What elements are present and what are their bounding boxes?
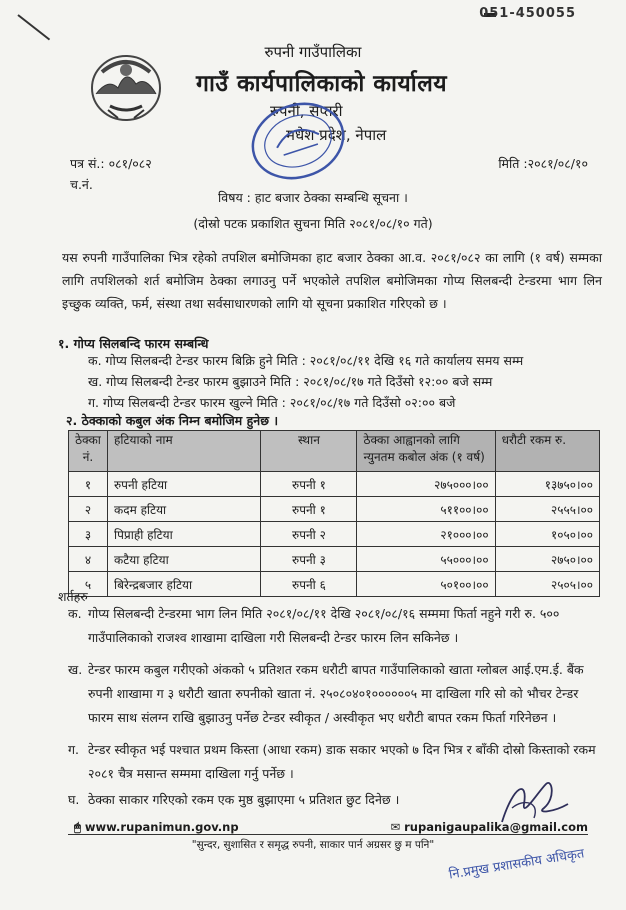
- conditions-title: शर्तहरु: [58, 589, 88, 604]
- website-text: www.rupanimun.gov.np: [84, 820, 239, 834]
- cell-name: पिप्राही हटिया: [107, 522, 260, 547]
- condition-text: टेन्डर फारम कबुल गरीएको अंकको ५ प्रतिशत रकम धरौटी बापत गाउँपालिकाको खाता ग्लोबल आई.एम.ई. बैंक रुपनी शाखामा ग ३ धरौटी खाता रुपनीको खाता नं. २५०८०४०१००००००५ मा दाखिला गरि सो को भौचर टेन्डर फारम साथ संलग्न राखि बुझाउनु पर्नेछ टेन्डर स्वीकृत / अस्वीकृत भए धरौटी बापत रकम फिर्ता गरिनेछन ।: [88, 662, 584, 725]
- condition-text: ठेक्का साकार गरिएको रकम एक मुष्ठ बुझाएमा ५ प्रतिशत छुट दिनेछ ।: [88, 792, 400, 807]
- cell-location: रुपनी ६: [261, 572, 357, 597]
- cell-deposit: २५५५।००: [495, 497, 599, 522]
- table-row: [69, 572, 600, 597]
- table-row: [69, 472, 600, 497]
- table-row: [69, 547, 600, 572]
- reference-number: पत्र सं.: ०८१/०८२: [70, 156, 152, 171]
- section1-item: क. गोप्य सिलबन्दी टेन्डर फारम बिक्रि हुने मिति : २०८१/०८/११ देखि १६ गते कार्यालय समय सम्म: [88, 353, 524, 368]
- section1-title: १. गोप्य सिलबन्दि फारम सम्बन्धि: [58, 336, 209, 351]
- cell-location: रुपनी २: [261, 522, 357, 547]
- cell-name: बिरेन्द्रबजार हटिया: [107, 572, 260, 597]
- letter-date: मिति :२०८१/०८/१०: [498, 156, 588, 171]
- cell-no: २: [69, 497, 108, 522]
- envelope-icon: ✉: [390, 820, 401, 834]
- office-address: मधेश प्रदेश, नेपाल: [286, 126, 387, 144]
- condition-text: टेन्डर स्वीकृत भई पश्चात प्रथम किस्ता (आधा रकम) डाक सकार भएको ७ दिन भित्र र बाँकी दोस्रो किस्ताको रकम २०८१ चैत्र मसान्त सम्ममा दाखिला गर्नु पर्नेछ ।: [88, 742, 596, 781]
- cell-deposit: २५०५।००: [495, 572, 599, 597]
- section2-title: २. ठेक्काको कबुल अंक निम्न बमोजिम हुनेछ ।: [66, 413, 279, 428]
- condition-letter: क.: [68, 606, 82, 621]
- cell-no: १: [69, 472, 108, 497]
- municipality-name: रुपनी गाउँपालिका: [264, 43, 362, 61]
- cell-name: कटैया हटिया: [107, 547, 260, 572]
- cell-amount: ५०१००।००: [357, 572, 495, 597]
- corner-pen-mark: [17, 14, 50, 40]
- cell-deposit: २७५०।००: [495, 547, 599, 572]
- cell-name: रुपनी हटिया: [107, 472, 260, 497]
- col-header-no: ठेक्का नं.: [69, 431, 108, 472]
- col-header-deposit: धरौटी रकम रु.: [495, 431, 599, 472]
- col-header-location: स्थान: [261, 431, 357, 472]
- section1-item: ख. गोप्य सिलबन्दी टेन्डर फारम बुझाउने मिति : २०८१/०८/१७ गते दिउँसो १२:०० बजे सम्म: [88, 374, 493, 389]
- cell-no: ३: [69, 522, 108, 547]
- officer-stamp: नि.प्रमुख प्रशासकीय अधिकृत: [447, 846, 586, 883]
- condition-letter: ख.: [68, 662, 83, 677]
- cell-no: ५: [69, 572, 108, 597]
- office-place: रुपनी, सप्तरी: [270, 102, 343, 120]
- condition-letter: ग.: [68, 742, 80, 757]
- computer-icon: 🖱: [74, 820, 81, 834]
- cell-deposit: १३७५०।००: [495, 472, 599, 497]
- cell-amount: ५११००।००: [357, 497, 495, 522]
- table-row: [69, 497, 600, 522]
- cell-amount: ५५०००।००: [357, 547, 495, 572]
- cell-location: रुपनी १: [261, 472, 357, 497]
- cell-location: रुपनी ३: [261, 547, 357, 572]
- condition-item: [68, 602, 596, 650]
- intro-paragraph: यस रुपनी गाउँपालिका भित्र रहेको तपशिल बमोजिमका हाट बजार ठेक्का आ.व. २०८१/०८२ का लागि (१ वर्ष) सम्मका लागि तपशिलको शर्त बमोजिम ठेक्का लगाउनु पर्ने भएकोले तपशिल बमोजिमका गोप्य सिलबन्दी टेन्डरमा भाग लिन इच्छुक व्यक्ति, फर्म, संस्था तथा सर्वसाधारणको लागि यो सूचना प्रकाशित गरिएको छ ।: [62, 250, 602, 311]
- email-text: rupanigaupalika@gmail.com: [404, 820, 588, 834]
- condition-letter: घ.: [68, 792, 80, 807]
- condition-text: गोप्य सिलबन्दी टेन्डरमा भाग लिन मिति २०८१/०८/११ देखि २०८१/०८/१६ सम्ममा फिर्ता नहुने गरी रु. ५०० गाउँपालिकाको राजश्व शाखामा दाखिला गरी सिलबन्दी टेन्डर फारम लिन सकिनेछ ।: [88, 606, 560, 645]
- dispatch-number: च.नं.: [70, 177, 93, 192]
- office-seal-stamp: [244, 98, 352, 184]
- footer-divider: [68, 834, 588, 835]
- email-link[interactable]: [390, 820, 588, 834]
- section1-item: ग. गोप्य सिलबन्दी टेन्डर फारम खुल्ने मिति : २०८१/०८/१७ गते दिउँसो ०२:०० बजे: [88, 395, 456, 410]
- cell-no: ४: [69, 547, 108, 572]
- cell-amount: २१०००।००: [357, 522, 495, 547]
- table-row: [69, 522, 600, 547]
- cell-deposit: १०५०।००: [495, 522, 599, 547]
- phone-number: 051-450055: [479, 6, 576, 21]
- cell-amount: २७५०००।००: [357, 472, 495, 497]
- table-header-row: [69, 431, 600, 472]
- footer-slogan: "सुन्दर, सुशासित र समृद्ध रुपनी, साकार पार्न अग्रसर छु म पनि": [191, 839, 435, 851]
- cell-location: रुपनी १: [261, 497, 357, 522]
- col-header-name: हटियाको नाम: [107, 431, 260, 472]
- col-header-amount: ठेक्का आह्वानको लागि न्युनतम कबोल अंक (१ वर्ष): [357, 431, 495, 472]
- republish-note: (दोस्रो पटक प्रकाशित सुचना मिति २०८१/०८/१० गते): [193, 216, 433, 231]
- condition-item: [68, 658, 596, 730]
- website-link[interactable]: [74, 820, 239, 835]
- tender-table: [68, 430, 600, 597]
- subject-line: विषय : हाट बजार ठेक्का सम्बन्धि सूचना ।: [218, 190, 408, 205]
- cell-name: कदम हटिया: [107, 497, 260, 522]
- office-title: गाउँ कार्यपालिकाको कार्यालय: [196, 71, 448, 97]
